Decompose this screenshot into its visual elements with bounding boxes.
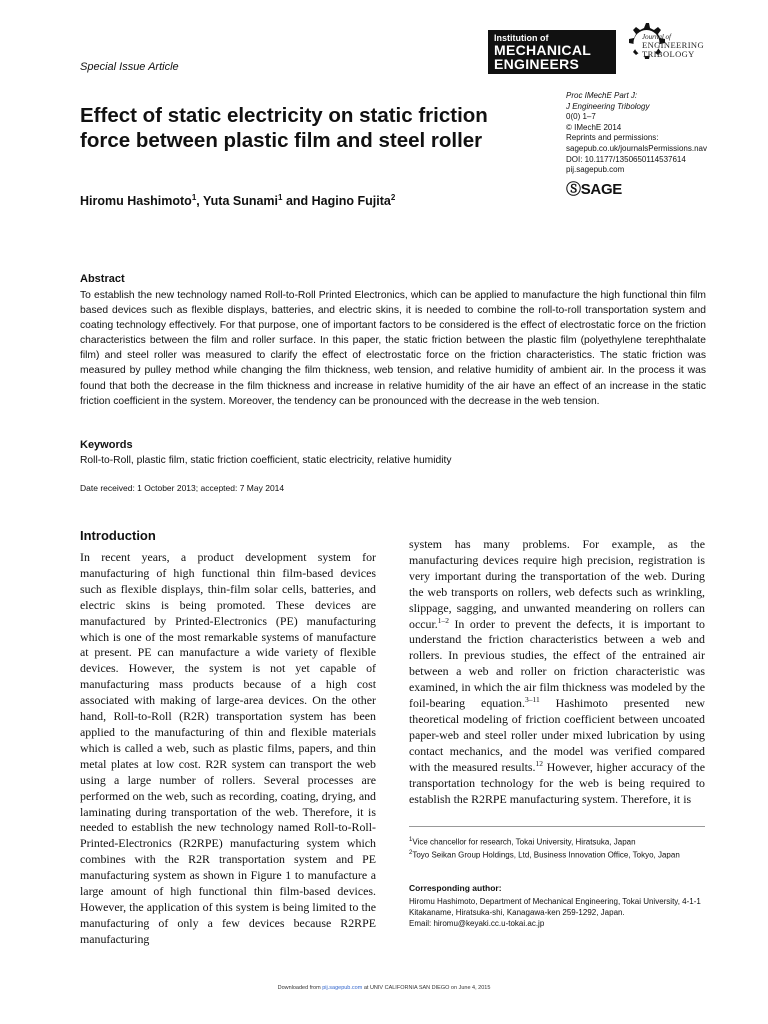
body-text: system has many problems. For example, as the manufacturing devices require high precision, registration is very important during the transportation of the web. During the web transports on rollers, web defects such as wrinkling, slippage, sagging, and unwanted meandering on rollers can occur. xyxy=(409,537,705,631)
sage-logo xyxy=(566,178,622,199)
body-column-right xyxy=(409,537,705,807)
meta-journal-sub: J Engineering Tribology xyxy=(566,101,650,111)
publication-meta xyxy=(566,91,746,176)
meta-volume: 0(0) 1–7 xyxy=(566,112,596,122)
author-list xyxy=(80,193,395,208)
footnote-number: 1 xyxy=(409,837,413,843)
sage-swirl-icon: Ⓢ xyxy=(566,181,581,198)
footer-text: Downloaded from xyxy=(277,985,323,991)
author-affiliation: 1 xyxy=(278,193,283,202)
citation-ref[interactable]: 12 xyxy=(535,758,544,768)
abstract-text: To establish the new technology named Roll-to-Roll Printed Electronics, which can be applied to manufacture the high functional thin film based devices such as flexible displays, batteries, and electric skins, it is needed to combine the roll-to-roll transportation system and coating technology effectively. For that purpose, one of important factors to be considered is the effect of electrostatic force on the friction characteristics between the film and roller surface. In this paper, the static friction between the plastic film (polyethylene terephthalate film) and steel roller was measured to clarify the effect of electrostatic force on the friction characteristics. The static friction was measured by pulley method while changing the film thickness, web tension, and relative humidity of ambient air. In the process it was found that both the decrease in the film thickness and increase in relative humidity of the air have an effect of an increase in the static friction coefficient in the system. Moreover, the tendency can be pronounced with the decrease in the web tension. xyxy=(80,290,706,407)
article-type: Special Issue Article xyxy=(80,61,179,73)
footnote-item xyxy=(409,848,709,861)
meta-site-link[interactable]: pij.sagepub.com xyxy=(566,165,625,175)
imeche-logo xyxy=(488,30,616,74)
author-separator: , xyxy=(196,194,203,209)
body-column-left: In recent years, a product development system for manufacturing of high functional thin film-based devices such as flexible displays, thin-film solar cells, batteries, and electric skins is being promoted. These devices are manufactured by Printed-Electronics (PE) manufacturing which is one of the most remarkable systems of manufacture at present. PE can manufacture a wide variety of flexible devices. However, the system is not yet capable of manufacturing mass products because of a high cost associated with making of large-area devices. On the other hand, Roll-to-Roll (R2R) transportation system has been applied to the manufacturing of thin and flexible materials which is called a web, such as plastic films, papers, and thin metal plates at low cost. R2R system can transport the web using a large number of rollers. Several processes are performed on the web, such as recording, coating, drying, and laminating during transportation of the web. Therefore, it is needed to establish the new technology named Roll-to-Roll-Printed-Electronics (R2RPE) manufacturing system which combines with the R2R transportation system and PE manufacturing system as shown in Figure 1 to manufacture a large amount of high functional thin film-based devices. However, the application of this system is being limited to the manufacturing of only a few devices because R2RPE manufacturing xyxy=(80,550,376,946)
journal-logo-small: Journal of xyxy=(642,33,671,41)
sage-logo-text: SAGE xyxy=(580,181,623,198)
body-text: In order to prevent the defects, it is important to understand the friction characteristics between a web and rollers. In previous studies, the effect of the entrained air between a web and roller on friction characteristic was examined, in which the air film thickness was modeled by the foil-bearing equation. xyxy=(409,616,705,711)
keywords-text: Roll-to-Roll, plastic film, static friction coefficient, static electricity, relative humidity xyxy=(80,455,452,466)
meta-reprints: Reprints and permissions: xyxy=(566,133,659,143)
corresponding-author-address: Hiromu Hashimoto, Department of Mechanical Engineering, Tokai University, 4-1-1 Kitakaname, Hiratsuka-shi, Kanagawa-ken 259-1292, Japan. xyxy=(409,897,701,918)
imeche-logo-line2: MECHANICAL xyxy=(494,42,592,58)
journal-logo-text xyxy=(642,33,722,59)
meta-copyright: © IMechE 2014 xyxy=(566,122,622,132)
article-title: Effect of static electricity on static friction force between plastic film and steel roller xyxy=(80,104,488,152)
affiliation-footnotes xyxy=(409,835,709,860)
imeche-logo-line3: ENGINEERS xyxy=(494,56,580,72)
citation-ref[interactable]: 3–11 xyxy=(524,695,540,705)
author-name: Hiromu Hashimoto xyxy=(80,194,192,209)
corresponding-author-email[interactable]: Email: hiromu@keyaki.cc.u-tokai.ac.jp xyxy=(409,919,545,929)
meta-journal: Proc IMechE Part J: xyxy=(566,91,638,100)
author-name: Hagino Fujita xyxy=(311,194,391,209)
author-name: Yuta Sunami xyxy=(203,194,279,209)
footer-text: at UNIV CALIFORNIA SAN DIEGO on June 4, 2015 xyxy=(362,985,491,991)
meta-reprints-link[interactable]: sagepub.co.uk/journalsPermissions.nav xyxy=(566,143,707,153)
body-text: Hashimoto presented new theoretical modeling of friction coefficient between uncoated paper-web and steel roller under mixed lubrication by using contact mechanics, and the model was verified compared with the measured results. xyxy=(409,696,705,774)
journal-logo-line2: TRIBOLOGY xyxy=(642,49,695,59)
author-affiliation: 1 xyxy=(191,193,197,202)
footer-link[interactable]: pij.sagepub.com xyxy=(322,985,363,991)
footnote-item xyxy=(409,835,709,848)
body-text: However, higher accuracy of the transportation technology for the web is being required to establish the R2RPE manufacturing system. Therefore, it is xyxy=(409,759,705,806)
corresponding-author-heading: Corresponding author: xyxy=(409,883,502,893)
citation-ref[interactable]: 1–2 xyxy=(437,615,449,625)
author-separator: and xyxy=(282,194,312,209)
footnote-text: Vice chancellor for research, Tokai University, Hiratsuka, Japan xyxy=(412,837,636,847)
imeche-logo-line1: Institution of xyxy=(494,33,549,43)
download-footer xyxy=(0,985,768,991)
footnote-number: 2 xyxy=(409,849,413,856)
date-received: Date received: 1 October 2013; accepted: 7 May 2014 xyxy=(80,483,285,493)
corresponding-author xyxy=(409,896,709,930)
footnote-text: Toyo Seikan Group Holdings, Ltd, Business Innovation Office, Tokyo, Japan xyxy=(412,850,680,860)
abstract-heading: Abstract xyxy=(80,273,125,285)
author-affiliation: 2 xyxy=(390,193,396,202)
footnote-divider xyxy=(409,826,705,827)
keywords-heading: Keywords xyxy=(80,439,133,451)
introduction-heading: Introduction xyxy=(80,528,156,543)
journal-logo-line1: ENGINEERING xyxy=(642,40,704,50)
meta-doi[interactable]: DOI: 10.1177/1350650114537614 xyxy=(566,154,686,164)
